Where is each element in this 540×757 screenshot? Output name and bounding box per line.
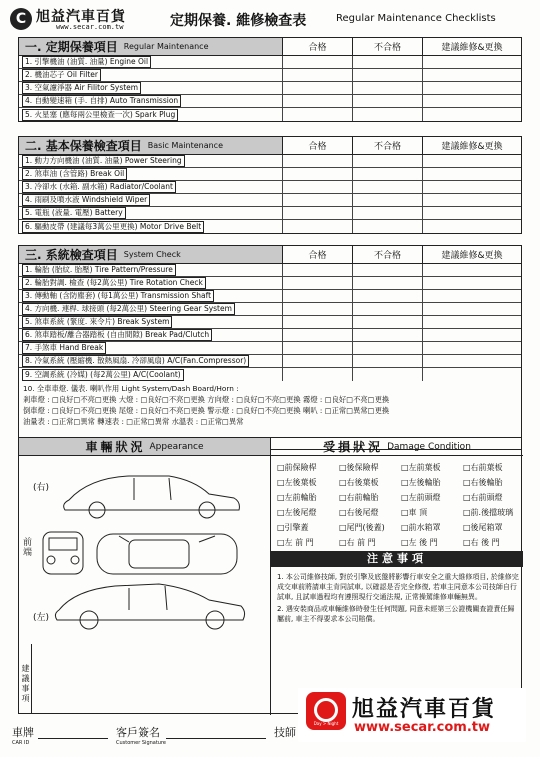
damage-title-en: Damage Condition [387, 441, 471, 452]
ok-cell[interactable] [283, 290, 353, 302]
section-title-en: Regular Maintenance [123, 42, 209, 51]
right-side-label: (右) [33, 483, 50, 493]
damage-checkbox[interactable]: □左 前 門 [277, 538, 314, 547]
misc-title: 10. 全車車燈. 儀表. 喇叭作用 Light System/Dash Board/Horn : [23, 384, 239, 393]
misc-line[interactable]: 剎車燈 : □良好□不亮□更換 大燈 : □良好□不亮□更換 方向燈 : □良好□不亮□更換 霧燈 : □良好□不亮□更換 [23, 395, 390, 404]
suggest-cell[interactable] [423, 95, 521, 107]
damage-checkbox[interactable]: □右前葉板 [463, 463, 503, 472]
suggest-cell[interactable] [423, 329, 521, 341]
damage-header [271, 438, 523, 456]
section-title [19, 38, 283, 55]
ok-cell[interactable] [283, 181, 353, 193]
section-title-zh: 三. 系統檢查項目 [25, 248, 118, 262]
not-ok-cell[interactable] [353, 194, 423, 206]
suggest-cell[interactable] [423, 355, 521, 367]
table-row [19, 316, 521, 329]
badge-tag: Day > Night [313, 721, 339, 726]
item-label: 1. 輪胎 (胎紋. 胎壓) Tire Pattern/Pressure [19, 264, 283, 276]
plate-field[interactable] [38, 738, 108, 739]
not-ok-cell[interactable] [353, 290, 423, 302]
table-row [19, 290, 521, 303]
notice-text [277, 572, 519, 626]
ok-cell[interactable] [283, 69, 353, 81]
table-row [19, 108, 521, 121]
table-row [19, 155, 521, 168]
damage-checkbox[interactable]: □後保險桿 [339, 463, 379, 472]
table-row [19, 56, 521, 69]
section-title [19, 137, 283, 154]
column-ok: 合格 [283, 246, 353, 263]
damage-checkbox[interactable]: □右後輪胎 [463, 478, 503, 487]
page-title-en: Regular Maintenance Checklists [336, 13, 496, 24]
section-basic-maintenance [18, 136, 522, 234]
table-row [19, 220, 521, 233]
column-not-ok: 不合格 [353, 246, 423, 263]
ok-cell[interactable] [283, 155, 353, 167]
table-row [19, 82, 521, 95]
not-ok-cell[interactable] [353, 316, 423, 328]
item-label: 8. 冷氣系統 (壓縮機. 散熱風扇. 冷卻風扇) A/C(Fan.Compressor) [19, 355, 283, 367]
item-label: 6. 驅動皮帶 (建議每3萬公里更換) Motor Drive Belt [19, 220, 283, 233]
suggest-cell[interactable] [423, 220, 521, 233]
not-ok-cell[interactable] [353, 220, 423, 233]
suggestion-label: 建議事項 [18, 644, 32, 714]
ok-cell[interactable] [283, 342, 353, 354]
section-header [19, 246, 521, 264]
section-title-zh: 一. 定期保養項目 [25, 40, 118, 54]
suggest-cell[interactable] [423, 69, 521, 81]
not-ok-cell[interactable] [353, 277, 423, 289]
item-label: 3. 空氣濾淨器 Air Filitor System [19, 82, 283, 94]
technician-label: 技師 [274, 726, 296, 739]
item-label: 3. 傳動軸 (含防塵套) (每1萬公里) Transmission Shaft [19, 290, 283, 302]
table-row [19, 277, 521, 290]
section-title-en: System Check [123, 250, 181, 259]
ok-cell[interactable] [283, 220, 353, 233]
suggest-cell[interactable] [423, 264, 521, 276]
not-ok-cell[interactable] [353, 95, 423, 107]
ok-cell[interactable] [283, 168, 353, 180]
not-ok-cell[interactable] [353, 264, 423, 276]
item-label: 5. 煞車系統 (緊度. 來令片) Break System [19, 316, 283, 328]
damage-checkbox[interactable]: □左前葉板 [401, 463, 441, 472]
not-ok-cell[interactable] [353, 342, 423, 354]
item-label: 4. 方向機. 連桿. 球接頭 (每2萬公里) Steering Gear System [19, 303, 283, 315]
brand-url: www.secar.com.tw [56, 23, 124, 31]
ok-cell[interactable] [283, 207, 353, 219]
damage-checkbox[interactable]: □前水箱罩 [401, 523, 441, 532]
plate-label: 車牌 [12, 726, 34, 739]
customer-signature-label: 客戶簽名 [116, 726, 160, 739]
suggest-cell[interactable] [423, 303, 521, 315]
damage-checkbox[interactable]: □右後尾燈 [339, 508, 379, 517]
suggest-cell[interactable] [423, 342, 521, 354]
damage-checkbox[interactable]: □引擎蓋 [277, 523, 309, 532]
page-title: 定期保養. 維修檢查表 [170, 13, 307, 29]
item-label: 6. 煞車踏板/離合器踏板 (自由間隙) Break Pad/Clutch [19, 329, 283, 341]
customer-signature-label-en: Customer Signature [116, 740, 166, 746]
not-ok-cell[interactable] [353, 207, 423, 219]
not-ok-cell[interactable] [353, 329, 423, 341]
ok-cell[interactable] [283, 264, 353, 276]
not-ok-cell[interactable] [353, 303, 423, 315]
damage-checkbox[interactable]: □車 頂 [401, 508, 428, 517]
ok-cell[interactable] [283, 316, 353, 328]
column-ok: 合格 [283, 137, 353, 154]
suggest-cell[interactable] [423, 207, 521, 219]
column-suggest: 建議維修&更換 [441, 251, 503, 261]
table-row [19, 342, 521, 355]
item-label: 4. 雨刷及噴水液 Windshield Wiper [19, 194, 283, 206]
item-label: 3. 冷卻水 (水箱. 副水箱) Radiator/Coolant [19, 181, 283, 193]
item-label: 9. 空調系統 (冷媒) (每2萬公里) A/C(Coolant) [19, 368, 283, 381]
column-not-ok: 不合格 [353, 38, 423, 55]
section-header [19, 38, 521, 56]
appearance-header [19, 438, 270, 456]
damage-checkbox[interactable]: □左後葉板 [277, 478, 317, 487]
damage-checkbox[interactable]: □右前頭燈 [463, 493, 503, 502]
suggest-cell[interactable] [423, 168, 521, 180]
table-row [19, 69, 521, 82]
ok-cell[interactable] [283, 56, 353, 68]
suggest-cell[interactable] [423, 194, 521, 206]
not-ok-cell[interactable] [353, 108, 423, 121]
table-row [19, 368, 521, 381]
misc-line[interactable]: 倒車燈 : □良好□不亮□更換 尾燈 : □良好□不亮□更換 警示燈 : □良好□不亮□更換 喇叭 : □正常□異常□更換 [23, 406, 390, 415]
brand-badge-icon [306, 692, 346, 730]
damage-checkbox[interactable]: □右 前 門 [339, 538, 376, 547]
not-ok-cell[interactable] [353, 155, 423, 167]
section-title [19, 246, 283, 263]
ok-cell[interactable] [283, 82, 353, 94]
damage-checkbox[interactable]: □左後尾燈 [277, 508, 317, 517]
damage-checkbox[interactable]: □左後輪胎 [401, 478, 441, 487]
item-label: 2. 煞車油 (含管路) Break Oil [19, 168, 283, 180]
brand-stamp [298, 688, 526, 742]
appearance-title-en: Appearance [149, 441, 204, 452]
plate-label-en: CAR ID [12, 740, 30, 746]
table-row [19, 95, 521, 108]
car-diagram-icon[interactable] [19, 460, 269, 650]
damage-checkbox[interactable]: □左前頭燈 [401, 493, 441, 502]
damage-checkbox[interactable]: □右前輪胎 [339, 493, 379, 502]
stamp-brand-name: 旭益汽車百貨 [352, 697, 497, 722]
ok-cell[interactable] [283, 355, 353, 367]
damage-checklist [277, 462, 521, 551]
not-ok-cell[interactable] [353, 82, 423, 94]
header [8, 4, 532, 34]
brand-name: 旭益汽車百貨 [36, 9, 126, 25]
table-row [19, 264, 521, 277]
section-header [19, 137, 521, 155]
table-row [19, 303, 521, 316]
ok-cell[interactable] [283, 303, 353, 315]
misc-line[interactable]: 油量表 : □正常□異常 轉速表 : □正常□異常 水溫表 : □正常□異常 [23, 417, 244, 426]
damage-title: 受損狀況 [323, 440, 384, 454]
damage-checkbox[interactable]: □左前輪胎 [277, 493, 317, 502]
ok-cell[interactable] [283, 277, 353, 289]
left-side-label: (左) [33, 613, 50, 623]
item-label: 4. 自動變速箱 (手. 自排) Auto Transmission [19, 95, 283, 107]
section-title-en: Basic Maintenance [147, 141, 223, 150]
not-ok-cell[interactable] [353, 368, 423, 381]
suggest-cell[interactable] [423, 108, 521, 121]
item-label: 2. 機油芯子 Oil Filter [19, 69, 283, 81]
notice-line: 2. 遇安裝商品或車輛維修時發生任何問題, 同意未經第三公證機關查證責任歸屬前, 車主不得要求本公司賠償。 [277, 605, 515, 623]
suggest-cell[interactable] [423, 82, 521, 94]
column-not-ok: 不合格 [353, 137, 423, 154]
appearance-title: 車輛狀況 [85, 440, 146, 454]
ok-cell[interactable] [283, 95, 353, 107]
table-row [19, 329, 521, 342]
column-suggest: 建議維修&更換 [441, 43, 503, 53]
notice-title: 注意事項 [271, 551, 523, 567]
item-label: 1. 動力方向機油 (油質. 油量) Power Steering [19, 155, 283, 167]
notice-line: 1. 本公司維修技師, 對於引擎及底盤將影響行車安全之重大維修項目, 於維修完成交車前將請車主肯同試車, 以確認是否完全修復, 若車主同意本公司技師自行試車, 且試車過程均有遵照現行交通法規, 正常操駕維修車輛無異。 [277, 573, 519, 601]
brand-logo-icon: C [10, 8, 32, 30]
section-regular-maintenance [18, 37, 522, 122]
suggest-cell[interactable] [423, 155, 521, 167]
stamp-url: www.secar.com.tw [354, 720, 491, 735]
not-ok-cell[interactable] [353, 355, 423, 367]
suggest-cell[interactable] [423, 368, 521, 381]
suggest-cell[interactable] [423, 277, 521, 289]
damage-checkbox[interactable]: □左 後 門 [401, 538, 438, 547]
suggest-cell[interactable] [423, 290, 521, 302]
table-row [19, 207, 521, 220]
damage-checkbox[interactable]: □右後葉板 [339, 478, 379, 487]
table-row [19, 355, 521, 368]
suggest-cell[interactable] [423, 56, 521, 68]
ok-cell[interactable] [283, 329, 353, 341]
item-label: 5. 火星塞 (應每兩公里檢查一次) Spark Plug [19, 108, 283, 121]
damage-checkbox[interactable]: □尾門(後蓋) [339, 523, 385, 532]
ok-cell[interactable] [283, 194, 353, 206]
item-label: 7. 手煞車 Hand Break [19, 342, 283, 354]
not-ok-cell[interactable] [353, 168, 423, 180]
damage-checkbox[interactable]: □前保險桿 [277, 463, 317, 472]
customer-signature-field[interactable] [166, 738, 266, 739]
suggest-cell[interactable] [423, 316, 521, 328]
damage-checkbox[interactable]: □後尾箱罩 [463, 523, 503, 532]
suggest-cell[interactable] [423, 181, 521, 193]
section-system-check [18, 245, 522, 450]
ok-cell[interactable] [283, 108, 353, 121]
item-label: 2. 輪胎對調. 檢查 (每2萬公里) Tire Rotation Check [19, 277, 283, 289]
table-row [19, 194, 521, 207]
item-label: 1. 引擎機油 (油質. 油量) Engine Oil [19, 56, 283, 68]
ok-cell[interactable] [283, 368, 353, 381]
item-label: 5. 電瓶 (液量. 電壓) Battery [19, 207, 283, 219]
not-ok-cell[interactable] [353, 56, 423, 68]
damage-checkbox[interactable]: □右 後 門 [463, 538, 500, 547]
not-ok-cell[interactable] [353, 181, 423, 193]
front-label: 前端 [23, 538, 33, 558]
not-ok-cell[interactable] [353, 69, 423, 81]
column-ok: 合格 [283, 38, 353, 55]
table-row [19, 168, 521, 181]
section-title-zh: 二. 基本保養檢查項目 [25, 139, 142, 153]
damage-checkbox[interactable]: □前.後擋玻璃 [463, 508, 514, 517]
column-suggest: 建議維修&更換 [441, 142, 503, 152]
table-row [19, 181, 521, 194]
